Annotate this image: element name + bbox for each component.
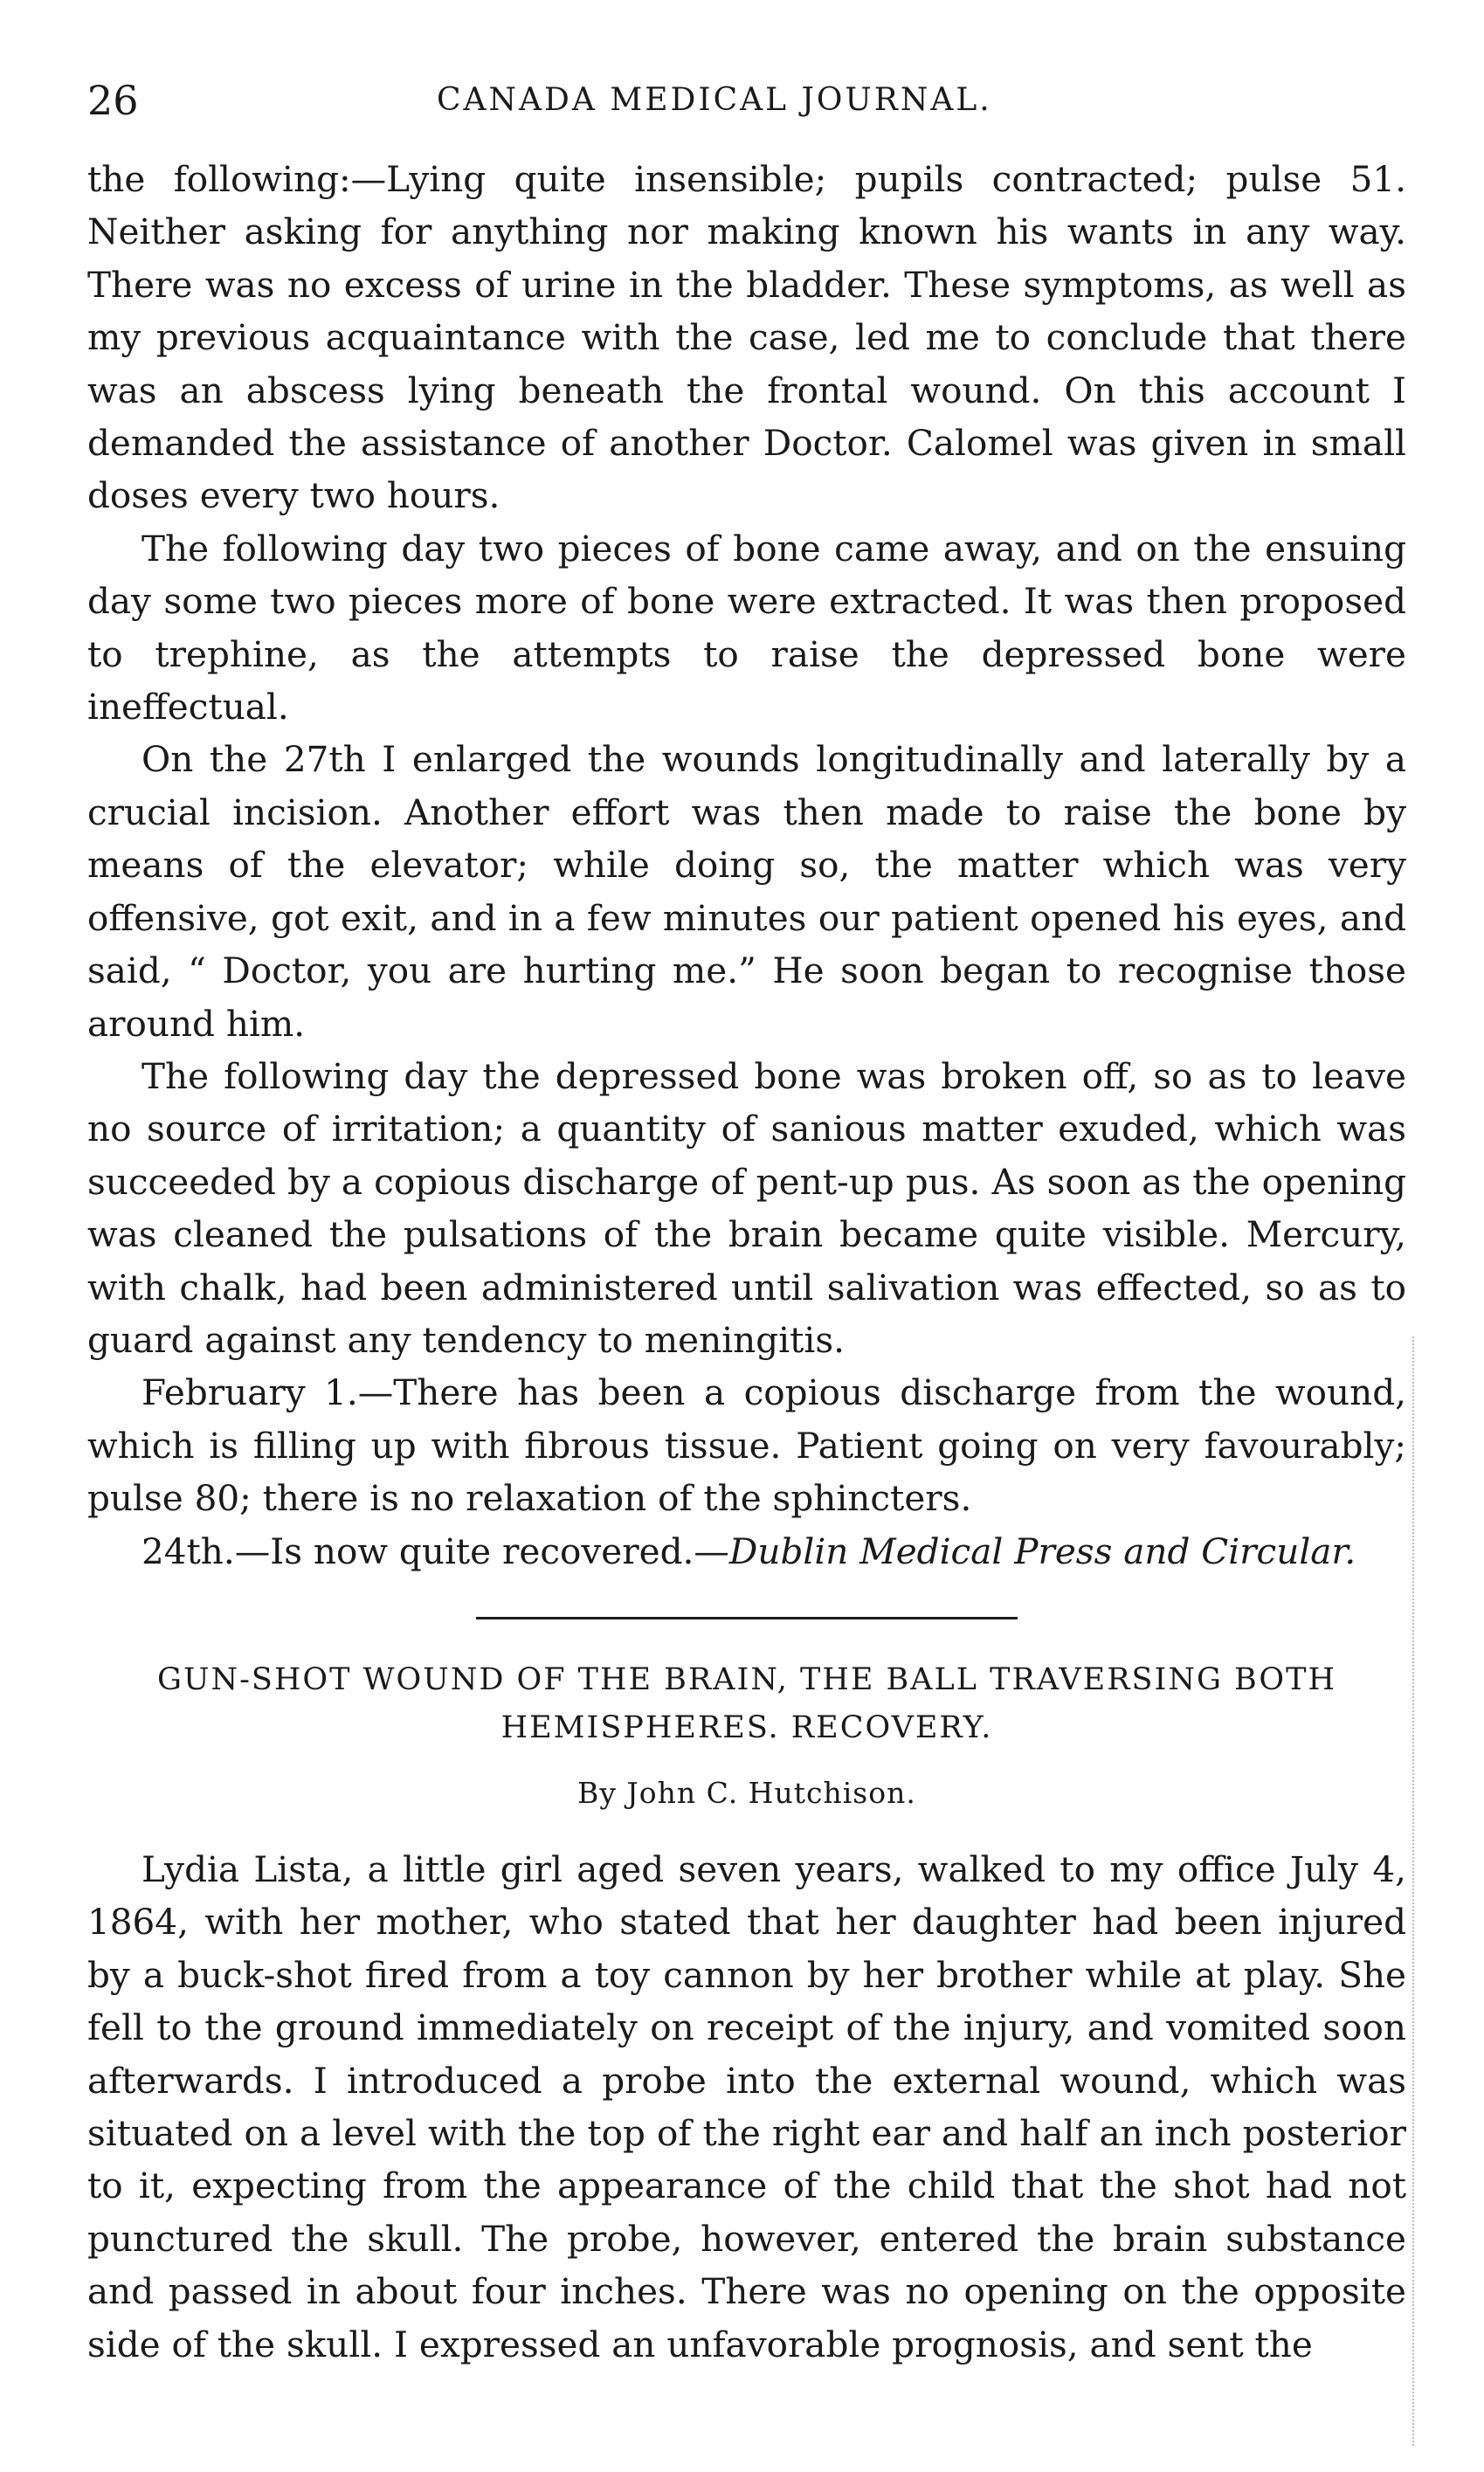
paragraph: the following:—Lying quite insensible; pupils contracted; pulse 51. Neither asking for anything nor making known his wants in any way. There was no excess of urine in the bladder. These symptoms, as well as my previous acquaintance with the case, led me to conclude that there was an abscess lying beneath the frontal wound. On this account I demanded the assistance of another Doctor. Calomel was given in small doses every two hours. bbox=[87, 158, 1406, 517]
article-heading bbox=[87, 1656, 1406, 1815]
journal-page bbox=[87, 52, 1406, 2371]
article-byline: By John C. Hutchison. bbox=[577, 1775, 916, 1810]
paragraph: The following day the depressed bone was broken off, so as to leave no source of irritation; a quantity of sanious matter exuded, which was succeeded by a copious discharge of pent-up pus. As soon as the opening was cleaned the pulsations of the brain became quite visible. Mercury, with chalk, had been administered until salivation was effected, so as to guard against any tendency to meningitis. bbox=[87, 1054, 1406, 1361]
binding-edge-marks bbox=[1409, 1336, 1414, 2446]
paragraph: Lydia Lista, a little girl aged seven years, walked to my office July 4, 1864, with her mother, who stated that her daughter had been injured by a buck-shot fired from a toy cannon by her brother while at play. She fell to the ground immediately on receipt of the injury, and vomited soon afterwards. I introduced a probe into the external wound, which was situated on a level with the top of the right ear and half an inch posterior to it, expecting from the appearance of the child that the shot had not punctured the skull. The probe, however, entered the brain substance and passed in about four inches. There was no opening on the opposite side of the skull. I expressed an unfavorable prognosis, and sent the bbox=[87, 1847, 1406, 2365]
running-head bbox=[87, 52, 1406, 122]
page-number: 26 bbox=[87, 77, 139, 124]
paragraph: On the 27th I enlarged the wounds longitudinally and laterally by a crucial incision. Another effort was then made to raise the bone by means of the elevator; while doing so, the matter which was very offensive, got exit, and in a few minutes our patient opened his eyes, and said, “ Doctor, you are hurting me.” He soon began to recognise those around him. bbox=[87, 738, 1406, 1045]
section-divider bbox=[476, 1617, 1018, 1619]
source-citation: Dublin Medical Press and Circular. bbox=[728, 1529, 1356, 1572]
continued-article bbox=[87, 153, 1406, 1578]
article-title-line-1: GUN-SHOT WOUND OF THE BRAIN, THE BALL TRAVERSING BOTH bbox=[156, 1661, 1336, 1697]
paragraph: February 1.—There has been a copious discharge from the wound, which is filling up with fibrous tissue. Patient going on very favourably; pulse 80; there is no relaxation of the sphincters. bbox=[87, 1371, 1406, 1520]
journal-title: CANADA MEDICAL JOURNAL. bbox=[437, 82, 992, 118]
closing-paragraph bbox=[87, 1525, 1406, 1578]
paragraph: The following day two pieces of bone came away, and on the ensuing day some two pieces more of bone were extracted. It was then proposed to trephine, as the attempts to raise the depressed bone were ineffectual. bbox=[87, 527, 1406, 728]
closing-text: 24th.—Is now quite recovered.— bbox=[141, 1529, 729, 1572]
article-title-line-2: HEMISPHERES. RECOVERY. bbox=[500, 1709, 993, 1745]
new-article-body bbox=[87, 1843, 1406, 2371]
